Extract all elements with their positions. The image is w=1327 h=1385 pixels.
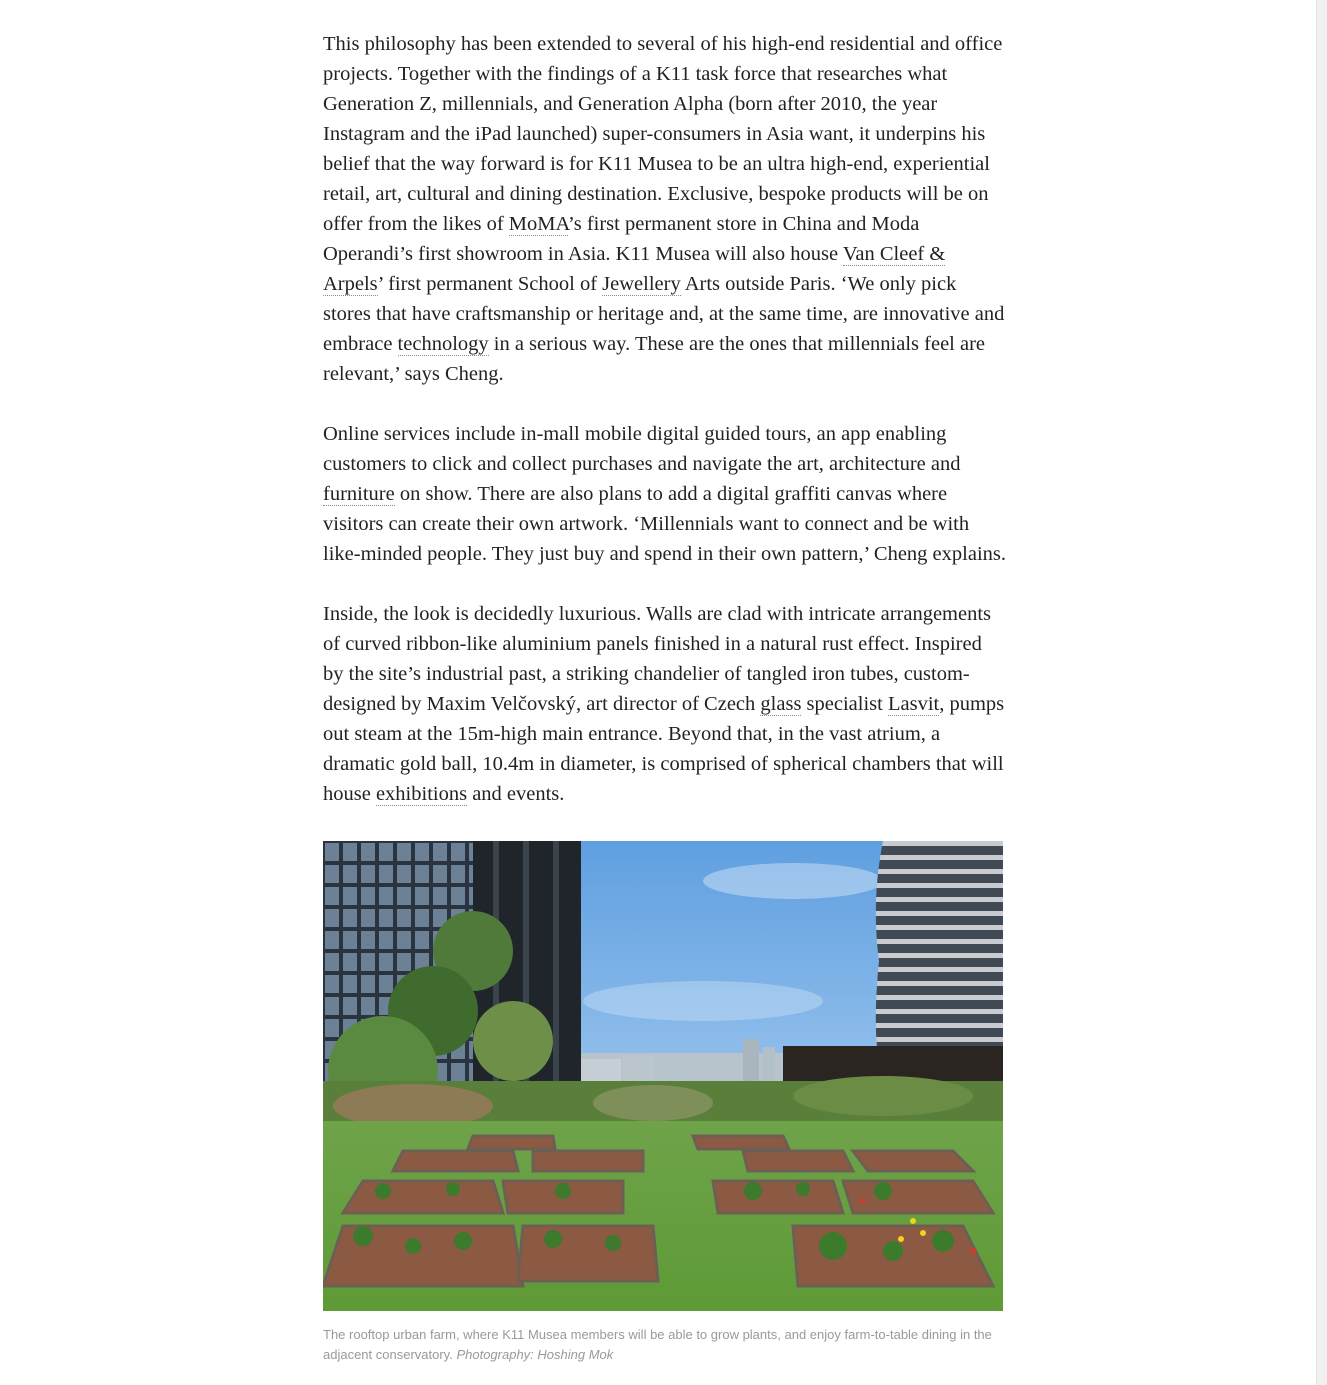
caption-text: The rooftop urban farm, where K11 Musea members will be able to grow plants, and enjoy farm-to-table dining in the adjacent conservatory.: [323, 1327, 992, 1362]
paragraph-text: on show. There are also plans to add a digital graffiti canvas where visitors can create their own artwork. ‘Millennials want to connect and be with like-minded people. They just buy and spend in their own pattern,’ Cheng explains.: [323, 483, 1006, 565]
link-lasvit[interactable]: Lasvit: [887, 693, 940, 715]
photo-credit: Photography: Hoshing Mok: [456, 1347, 614, 1362]
scrollbar-track[interactable]: [1316, 0, 1327, 1385]
paragraph-text: and events.: [467, 783, 565, 805]
article-body: [323, 29, 1007, 839]
paragraph-text: This philosophy has been extended to several of his high-end residential and office projects. Together with the findings of a K11 task force that researches what Generation Z, millennials, and Generation Alpha (born after 2010, the year Instagram and the iPad launched) super-consumers in Asia want, it underpins his belief that the way forward is for K11 Musea to be an ultra high-end, experiential retail, art, cultural and dining destination. Exclusive, bespoke products will be on offer from the likes of: [323, 33, 1003, 235]
paragraph-text: specialist: [801, 693, 888, 715]
paragraph-text: Online services include in-mall mobile digital guided tours, an app enabling customers to click and collect purchases and navigate the art, architecture and: [323, 423, 961, 475]
paragraph-1: [323, 29, 1007, 389]
link-technology[interactable]: technology: [397, 333, 489, 355]
paragraph-text: in a serious way. These are the ones that millennials feel are relevant,’ says Cheng.: [323, 333, 986, 385]
link-furniture[interactable]: furniture: [323, 483, 395, 505]
link-jewellery[interactable]: Jewellery: [602, 273, 681, 295]
article-figure: [323, 841, 1003, 1365]
link-glass[interactable]: glass: [760, 693, 802, 715]
figure-caption: [323, 1325, 1003, 1365]
link-moma[interactable]: MoMA: [508, 213, 569, 235]
link-van-cleef-arpels[interactable]: Van Cleef & Arpels: [323, 243, 946, 295]
paragraph-text: Arts outside Paris. ‘We only pick stores that have craftsmanship or heritage and, at the same time, are innovative and embrace: [323, 273, 1005, 355]
paragraph-text: Inside, the look is decidedly luxurious. Walls are clad with intricate arrangements of curved ribbon-like aluminium panels finished in a natural rust effect. Inspired by the site’s industrial past, a striking chandelier of tangled iron tubes, custom-designed by Maxim Velčovský, art director of Czech: [323, 603, 992, 715]
paragraph-text: ’s first permanent store in China and Moda Operandi’s first showroom in Asia. K11 Musea will also house: [323, 213, 920, 265]
link-exhibitions[interactable]: exhibitions: [375, 783, 468, 805]
paragraph-text: ’ first permanent School of: [377, 273, 603, 295]
rooftop-farm-photo: [323, 841, 1003, 1311]
paragraph-text: , pumps out steam at the 15m-high main entrance. Beyond that, in the vast atrium, a dramatic gold ball, 10.4m in diameter, is comprised of spherical chambers that will house: [323, 693, 1005, 805]
paragraph-2: [323, 419, 1007, 569]
paragraph-3: [323, 599, 1007, 809]
